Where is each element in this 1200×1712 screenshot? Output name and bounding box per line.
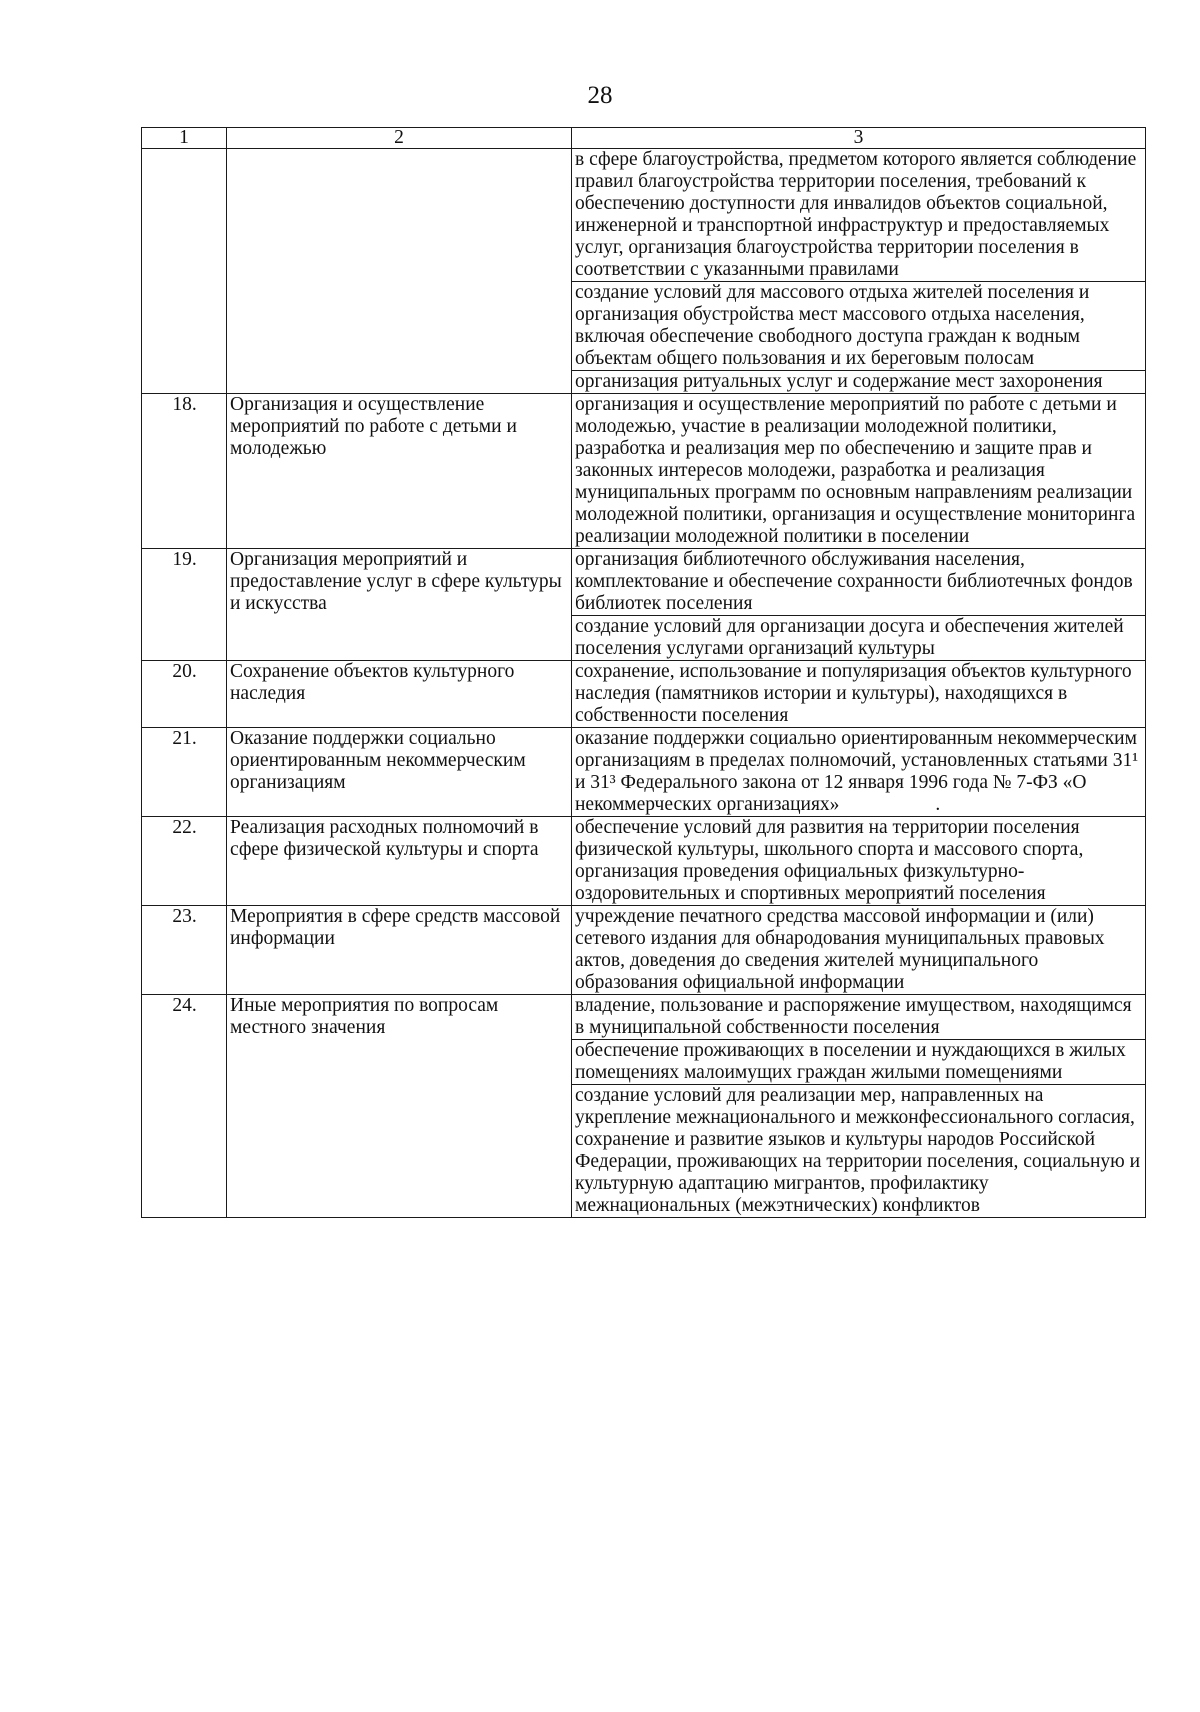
powers-table — [141, 127, 1146, 1218]
table-row — [142, 906, 1146, 995]
row-activity: Иные мероприятия по вопросам местного значения — [227, 995, 572, 1218]
row-power: обеспечение проживающих в поселении и нуждающихся в жилых помещениях малоимущих граждан жилыми помещениями — [572, 1040, 1146, 1085]
header-col-3: 3 — [572, 128, 1146, 149]
row-activity: Оказание поддержки социально ориентированным некоммерческим организациям — [227, 728, 572, 817]
table-row — [142, 817, 1146, 906]
row-number: 20. — [142, 661, 227, 728]
page-number: 28 — [587, 82, 613, 109]
row-power: сохранение, использование и популяризация объектов культурного наследия (памятников истории и культуры), находящихся в собственности поселения — [572, 661, 1146, 728]
table-row — [142, 549, 1146, 616]
row-power-text: оказание поддержки социально ориентированным некоммерческим организациям в пределах полномочий, установленных статьями 31¹ и 31³ Федерального закона от 12 января 1996 года № 7-ФЗ «О некоммерческих организациях» — [575, 728, 1139, 815]
header-col-2: 2 — [227, 128, 572, 149]
row-power: в сфере благоустройства, предметом которого является соблюдение правил благоустройства территории поселения, требований к обеспечению доступности для инвалидов объектов социальной, инженерной и транспортной инфраструктур и предоставляемых услуг, организация благоустройства территории поселения в соответствии с указанными правилами — [572, 149, 1146, 282]
table-row — [142, 661, 1146, 728]
row-power — [572, 728, 1146, 817]
row-power: создание условий для организации досуга и обеспечения жителей поселения услугами организаций культуры — [572, 616, 1146, 661]
row-number: 22. — [142, 817, 227, 906]
table-row — [142, 149, 1146, 282]
row-number — [142, 149, 227, 394]
row-activity: Сохранение объектов культурного наследия — [227, 661, 572, 728]
row-number: 21. — [142, 728, 227, 817]
table-header-row — [142, 128, 1146, 149]
row-power: учреждение печатного средства массовой информации и (или) сетевого издания для обнародования муниципальных правовых актов, доведения до сведения жителей муниципального образования официальной информации — [572, 906, 1146, 995]
row-power: создание условий для реализации мер, направленных на укрепление межнационального и межконфессионального согласия, сохранение и развитие языков и культуры народов Российской Федерации, проживающих на территории поселения, социальную и культурную адаптацию мигрантов, профилактику межнациональных (межэтнических) конфликтов — [572, 1085, 1146, 1218]
stray-dot: . — [935, 794, 941, 815]
row-power: обеспечение условий для развития на территории поселения физической культуры, школьного спорта и массового спорта, организация проведения официальных физкультурно-оздоровительных и спортивных мероприятий поселения — [572, 817, 1146, 906]
row-activity: Организация и осуществление мероприятий по работе с детьми и молодежью — [227, 394, 572, 549]
header-col-1: 1 — [142, 128, 227, 149]
row-number: 18. — [142, 394, 227, 549]
table-row — [142, 394, 1146, 549]
row-activity: Организация мероприятий и предоставление услуг в сфере культуры и искусства — [227, 549, 572, 661]
table-row — [142, 995, 1146, 1040]
row-number: 23. — [142, 906, 227, 995]
row-number: 19. — [142, 549, 227, 661]
row-power: владение, пользование и распоряжение имуществом, находящимся в муниципальной собственности поселения — [572, 995, 1146, 1040]
row-activity: Реализация расходных полномочий в сфере физической культуры и спорта — [227, 817, 572, 906]
table-row — [142, 728, 1146, 817]
row-power: создание условий для массового отдыха жителей поселения и организация обустройства мест массового отдыха населения, включая обеспечение свободного доступа граждан к водным объектам общего пользования и их береговым полосам — [572, 282, 1146, 371]
row-activity — [227, 149, 572, 394]
row-number: 24. — [142, 995, 227, 1218]
row-activity: Мероприятия в сфере средств массовой информации — [227, 906, 572, 995]
row-power: организация библиотечного обслуживания населения, комплектование и обеспечение сохранности библиотечных фондов библиотек поселения — [572, 549, 1146, 616]
row-power: организация и осуществление мероприятий по работе с детьми и молодежью, участие в реализации молодежной политики, разработка и реализация мер по обеспечению и защите прав и законных интересов молодежи, разработка и реализация муниципальных программ по основным направлениям реализации молодежной политики, организация и осуществление мониторинга реализации молодежной политики в поселении — [572, 394, 1146, 549]
row-power: организация ритуальных услуг и содержание мест захоронения — [572, 371, 1146, 394]
